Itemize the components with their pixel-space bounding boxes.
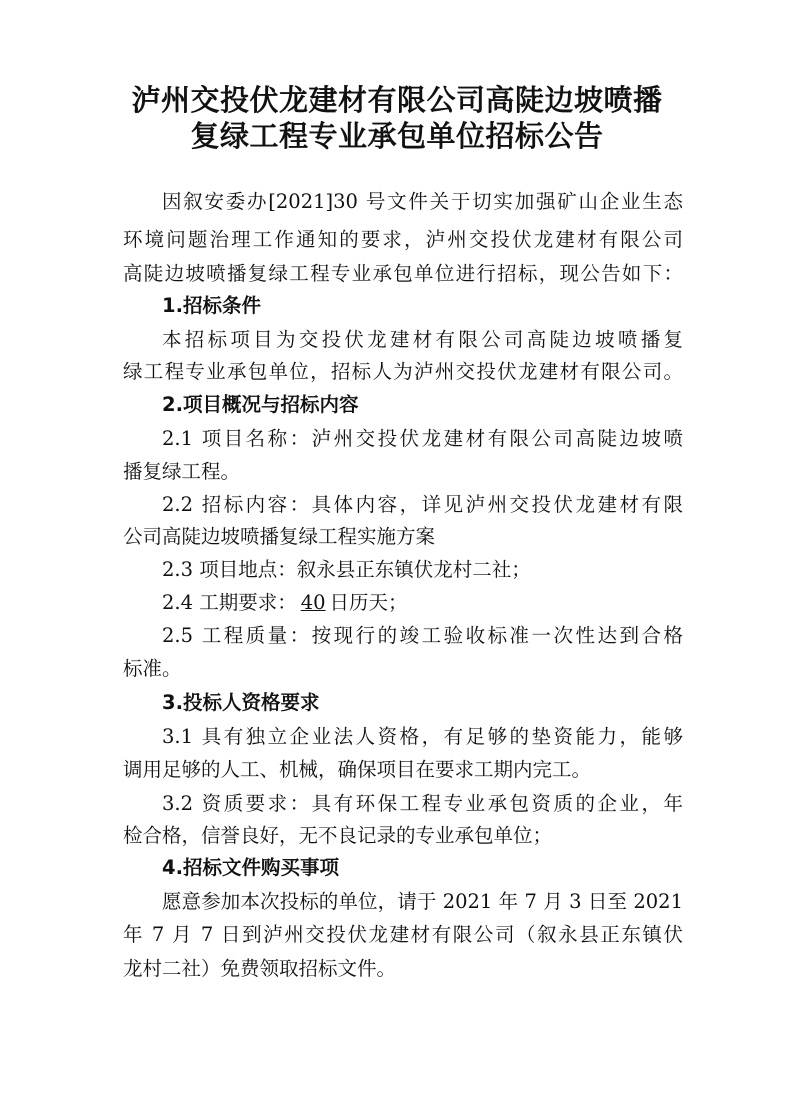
paragraph-line: 绿工程专业承包单位，招标人为泸州交投伏龙建材有限公司。	[123, 360, 683, 383]
duration-label: 2.4 工期要求：	[162, 591, 297, 614]
paragraph-line: 愿意参加本次投标的单位，请于 2021 年 7 月 3 日至 2021	[162, 890, 683, 913]
intro-line: 因叙安委办[2021]30 号文件关于切实加强矿山企业生态	[162, 190, 683, 213]
document-title-line1: 泸州交投伏龙建材有限公司高陡边坡喷播	[131, 83, 663, 117]
intro-line: 高陡边坡喷播复绿工程专业承包单位进行招标，现公告如下：	[123, 262, 683, 285]
paragraph-line: 本招标项目为交投伏龙建材有限公司高陡边坡喷播复	[162, 328, 683, 351]
paragraph-line: 2.2 招标内容：具体内容，详见泸州交投伏龙建材有限	[162, 493, 683, 516]
paragraph-line: 龙村二社）免费领取招标文件。	[123, 957, 397, 980]
paragraph-line: 公司高陡边坡喷播复绿工程实施方案	[123, 525, 436, 548]
paragraph-line: 标准。	[123, 657, 182, 680]
duration-value: 40	[300, 591, 326, 614]
section-heading: 4.招标文件购买事项	[162, 856, 339, 879]
section-heading: 1.招标条件	[162, 294, 261, 317]
paragraph-line: 2.1 项目名称：泸州交投伏龙建材有限公司高陡边坡喷	[162, 427, 683, 450]
duration-unit: 日历天；	[329, 591, 408, 614]
paragraph-line: 3.2 资质要求：具有环保工程专业承包资质的企业，年	[162, 792, 683, 815]
intro-line: 环境问题治理工作通知的要求，泸州交投伏龙建材有限公司	[123, 228, 683, 251]
paragraph-line: 调用足够的人工、机械，确保项目在要求工期内完工。	[123, 758, 592, 781]
section-heading: 2.项目概况与招标内容	[162, 393, 359, 416]
paragraph-line: 播复绿工程。	[123, 460, 241, 483]
paragraph-line: 检合格，信誉良好，无不良记录的专业承包单位；	[123, 824, 553, 847]
paragraph-line	[162, 588, 683, 618]
section-heading: 3.投标人资格要求	[162, 691, 320, 714]
paragraph-line: 2.5 工程质量：按现行的竣工验收标准一次性达到合格	[162, 624, 683, 647]
document-title-line2: 复绿工程专业承包单位招标公告	[190, 119, 604, 153]
paragraph-line: 年 7 月 7 日到泸州交投伏龙建材有限公司（叙永县正东镇伏	[123, 923, 683, 946]
paragraph-line: 3.1 具有独立企业法人资格，有足够的垫资能力，能够	[162, 725, 683, 748]
paragraph-line: 2.3 项目地点：叙永县正东镇伏龙村二社；	[162, 558, 531, 581]
